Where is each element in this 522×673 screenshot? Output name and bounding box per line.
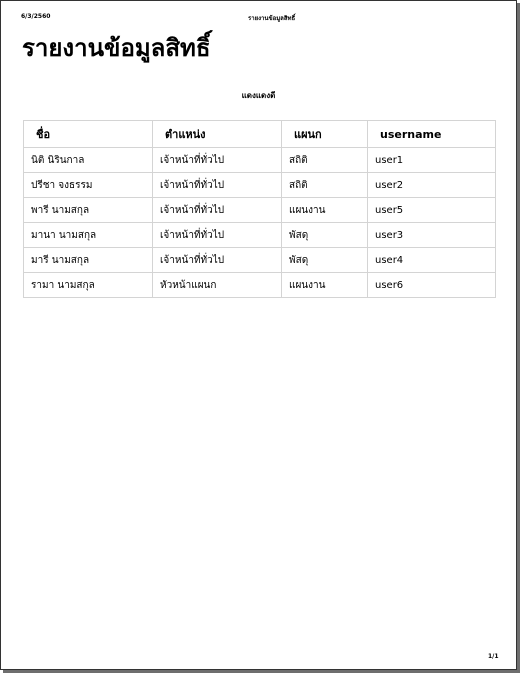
table-row [24,248,496,273]
cell-position: เจ้าหน้าที่ทั่วไป [153,198,282,223]
table-header-row [24,121,496,148]
cell-username: user4 [368,248,496,273]
report-subtitle: แดงแดงดี [241,91,276,100]
table-row [24,173,496,198]
cell-position: เจ้าหน้าที่ทั่วไป [153,173,282,198]
page-title: รายงานข้อมูลสิทธิ์ [22,34,211,62]
cell-position: เจ้าหน้าที่ทั่วไป [153,148,282,173]
cell-position: เจ้าหน้าที่ทั่วไป [153,223,282,248]
cell-department: แผนงาน [282,273,368,298]
cell-position: เจ้าหน้าที่ทั่วไป [153,248,282,273]
cell-name: มารี นามสกุล [24,248,153,273]
header-report-name: รายงานข้อมูลสิทธิ์ [248,15,296,22]
header-date: 6/3/2560 [21,13,51,20]
cell-name: รามา นามสกุล [24,273,153,298]
cell-department: พัสดุ [282,223,368,248]
cell-username: user5 [368,198,496,223]
cell-username: user1 [368,148,496,173]
cell-position: หัวหน้าแผนก [153,273,282,298]
cell-username: user6 [368,273,496,298]
cell-department: สถิติ [282,148,368,173]
column-header-username: username [368,121,496,148]
cell-name: ปรีชา จงธรรม [24,173,153,198]
cell-username: user3 [368,223,496,248]
table-row [24,223,496,248]
page-number: 1/1 [488,653,499,660]
cell-department: พัสดุ [282,248,368,273]
cell-department: สถิติ [282,173,368,198]
table-row [24,273,496,298]
column-header-name: ชื่อ [24,121,153,148]
cell-name: พารี นามสกุล [24,198,153,223]
table-row [24,148,496,173]
cell-username: user2 [368,173,496,198]
table-row [24,198,496,223]
cell-department: แผนงาน [282,198,368,223]
cell-name: มานา นามสกุล [24,223,153,248]
cell-name: นิติ นิรินกาล [24,148,153,173]
permissions-table [23,120,496,298]
column-header-department: แผนก [282,121,368,148]
column-header-position: ตำแหน่ง [153,121,282,148]
